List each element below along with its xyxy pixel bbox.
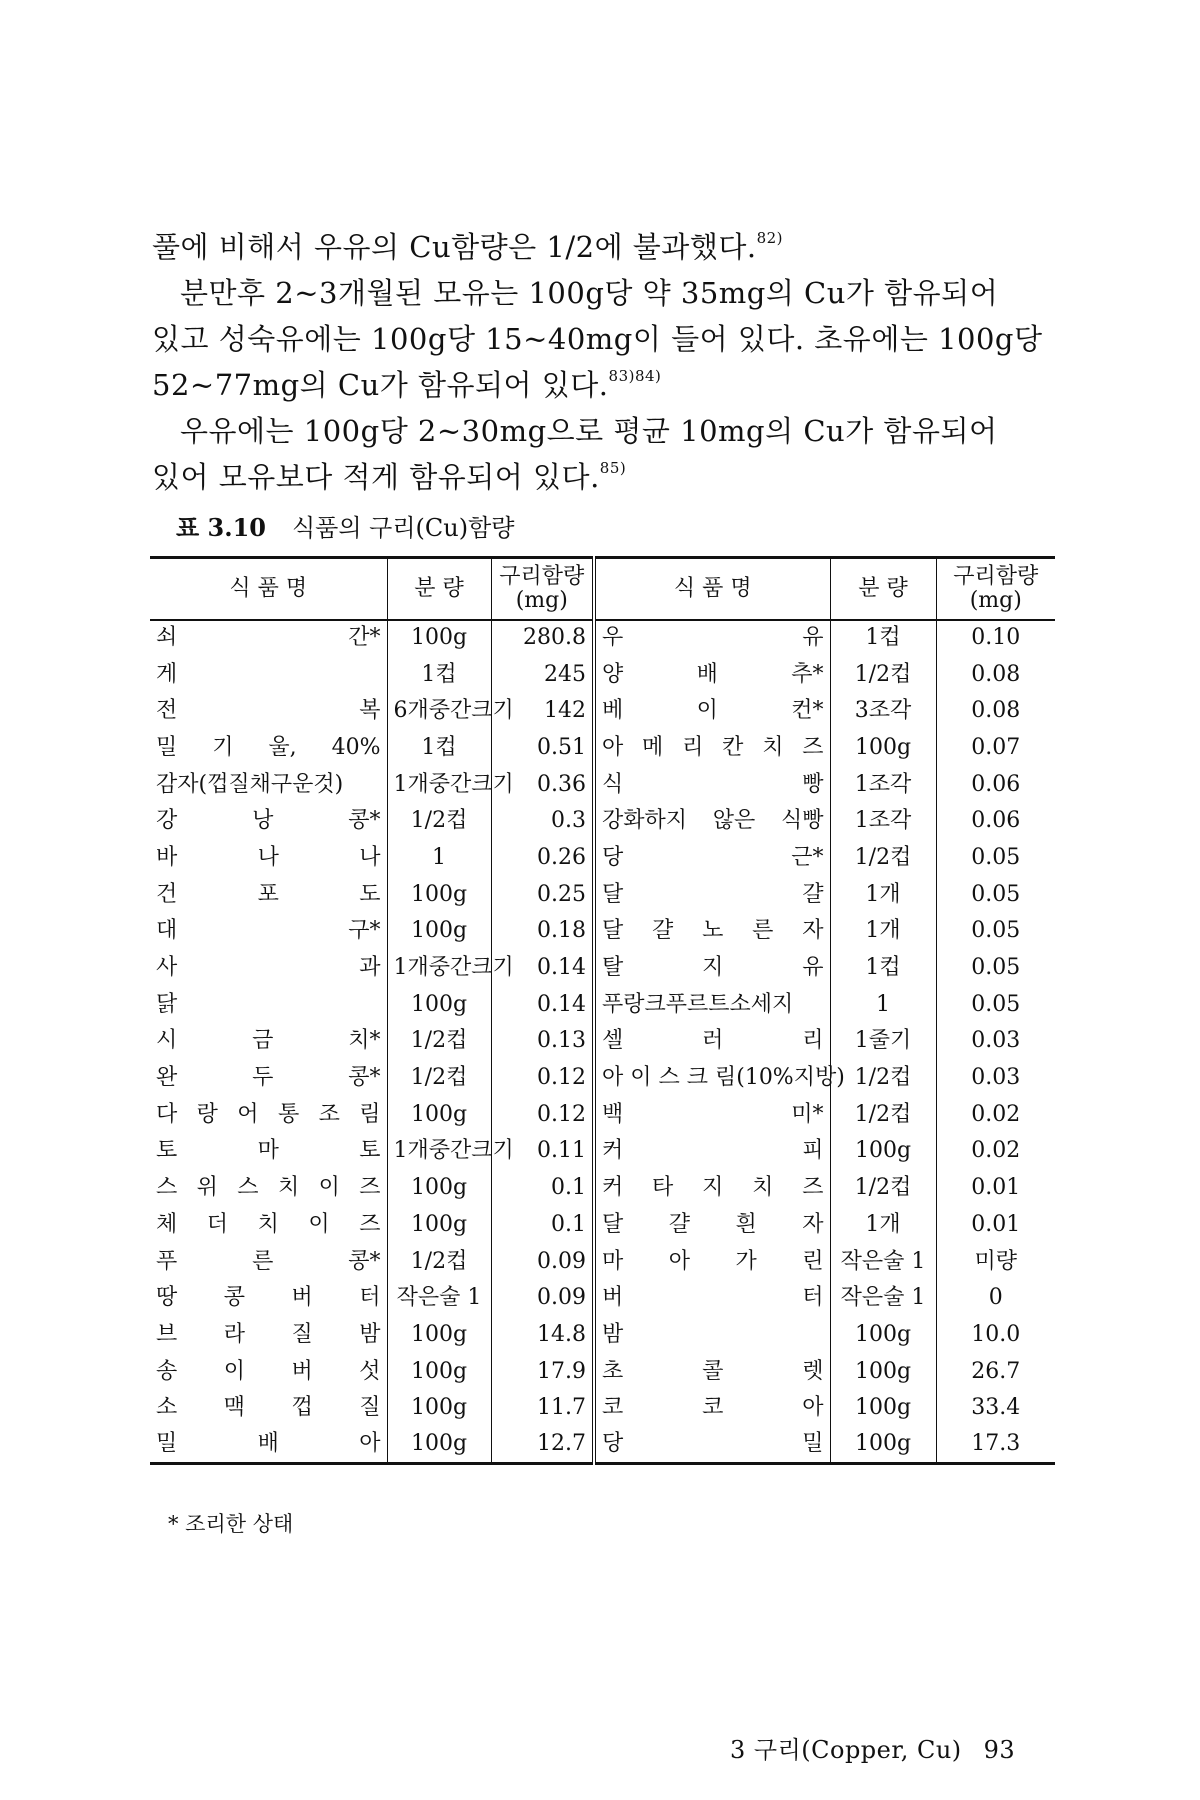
copper-value-cell: 10.0 [971, 1321, 1021, 1347]
table-title: 식품의 구리(Cu)함량 [292, 514, 515, 542]
food-name-cell: 소 맥 껍 질 [150, 1390, 387, 1427]
table-row [150, 876, 1055, 913]
food-name-cell: 탈 지 유 [594, 950, 830, 987]
copper-value-cell: 0.01 [971, 1175, 1021, 1201]
food-name-cell: 완 두 콩* [150, 1060, 387, 1097]
page-footer [730, 1730, 1015, 1765]
amount-cell: 1개 [830, 913, 936, 950]
body-text [152, 224, 1052, 500]
food-name-cell: 푸랑크푸르트소세지 [594, 986, 830, 1023]
table-row [150, 1280, 1055, 1317]
food-name-cell: 푸 른 콩* [150, 1243, 387, 1280]
amount-cell: 100g [387, 986, 491, 1023]
amount-cell: 100g [387, 876, 491, 913]
amount-cell: 작은술 1 [830, 1280, 936, 1317]
food-name-cell: 사 과 [150, 950, 387, 987]
food-name-cell: 토 마 토 [150, 1133, 387, 1170]
amount-cell: 작은술 1 [387, 1280, 491, 1317]
copper-value-cell: 26.7 [971, 1358, 1021, 1384]
amount-cell: 1/2컵 [830, 1170, 936, 1207]
table-row [150, 1060, 1055, 1097]
amount-cell: 100g [830, 1353, 936, 1390]
food-name-cell: 아 이 스 크 림(10%지방) [594, 1060, 830, 1097]
amount-cell: 1/2컵 [387, 1243, 491, 1280]
food-name-cell: 버 터 [594, 1280, 830, 1317]
food-name-cell: 체 더 치 이 즈 [150, 1207, 387, 1244]
amount-cell: 1개 [830, 876, 936, 913]
food-name-cell: 닭 [150, 986, 387, 1023]
header-food-name: 식 품 명 [150, 558, 387, 620]
copper-value-cell: 0.11 [491, 1133, 594, 1170]
table-footnote: * 조리한 상태 [168, 1512, 294, 1536]
copper-value-cell: 0.07 [971, 734, 1021, 760]
food-name-cell: 양 배 추* [594, 656, 830, 693]
copper-value-cell: 0.10 [971, 625, 1021, 651]
food-name-cell: 스 위 스 치 이 즈 [150, 1170, 387, 1207]
food-name-cell: 브 라 질 밤 [150, 1317, 387, 1354]
table-row [150, 1317, 1055, 1354]
food-name-cell: 건 포 도 [150, 876, 387, 913]
food-name-cell: 아 메 리 칸 치 즈 [594, 730, 830, 767]
food-name-cell: 강 낭 콩* [150, 803, 387, 840]
text-line: 분만후 2~3개월된 모유는 100g당 약 35mg의 Cu가 함유되어 [180, 276, 999, 310]
table-row [150, 1207, 1055, 1244]
amount-cell: 100g [830, 730, 936, 767]
amount-cell: 1컵 [387, 730, 491, 767]
amount-cell: 100g [387, 1170, 491, 1207]
food-name-cell: 달 걀 흰 자 [594, 1207, 830, 1244]
copper-value-cell: 0 [988, 1285, 1003, 1311]
copper-value-cell: 0.13 [491, 1023, 594, 1060]
table-caption [176, 508, 514, 543]
copper-value-cell: 0.14 [491, 986, 594, 1023]
amount-cell: 100g [387, 1207, 491, 1244]
copper-value-cell: 245 [491, 656, 594, 693]
food-name-cell: 달 걀 노 른 자 [594, 913, 830, 950]
copper-value-cell: 17.3 [936, 1427, 1055, 1464]
food-name-cell: 감자(껍질채구운것) [150, 766, 387, 803]
copper-value-cell: 0.25 [491, 876, 594, 913]
amount-cell: 100g [830, 1390, 936, 1427]
food-name-cell: 우 유 [594, 620, 830, 657]
amount-cell: 1/2컵 [830, 656, 936, 693]
food-name-cell: 커 피 [594, 1133, 830, 1170]
food-name-cell: 전 복 [150, 693, 387, 730]
table-row [150, 1390, 1055, 1427]
food-name-cell: 밀 배 아 [150, 1427, 387, 1464]
table-row [150, 1133, 1055, 1170]
food-name-cell: 송 이 버 섯 [150, 1353, 387, 1390]
table-number: 표 3.10 [176, 513, 266, 542]
copper-value-cell: 0.36 [491, 766, 594, 803]
header-food-name: 식 품 명 [594, 558, 830, 620]
amount-cell: 1 [830, 986, 936, 1023]
copper-value-cell: 142 [491, 693, 594, 730]
food-name-cell: 밀 기 울, 40% [150, 730, 387, 767]
copper-value-cell: 0.09 [491, 1280, 594, 1317]
amount-cell: 1/2컵 [387, 803, 491, 840]
header-amount: 분 량 [830, 558, 936, 620]
food-name-cell: 바 나 나 [150, 840, 387, 877]
text-line: 풀에 비해서 우유의 Cu함량은 1/2에 불과했다.$^{82)}$ [152, 229, 784, 264]
copper-value-cell: 0.05 [971, 991, 1021, 1017]
table-row [150, 730, 1055, 767]
copper-value-cell: 0.01 [971, 1211, 1021, 1237]
copper-value-cell: 미량 [974, 1248, 1017, 1274]
copper-value-cell: 280.8 [491, 620, 594, 657]
amount-cell: 1컵 [830, 620, 936, 657]
copper-value-cell: 33.4 [971, 1395, 1021, 1421]
amount-cell: 100g [830, 1317, 936, 1354]
copper-value-cell: 11.7 [491, 1390, 594, 1427]
copper-value-cell: 0.02 [971, 1138, 1021, 1164]
amount-cell: 3조각 [830, 693, 936, 730]
food-name-cell: 마 아 가 린 [594, 1243, 830, 1280]
copper-value-cell: 0.08 [971, 661, 1021, 687]
table-row [150, 1427, 1055, 1464]
food-name-cell: 코 코 아 [594, 1390, 830, 1427]
food-name-cell: 쇠 간* [150, 620, 387, 657]
amount-cell: 100g [387, 1427, 491, 1464]
table-row [150, 950, 1055, 987]
food-name-cell: 셀 러 리 [594, 1023, 830, 1060]
table-row [150, 1023, 1055, 1060]
copper-value-cell: 0.1 [491, 1170, 594, 1207]
copper-value-cell: 0.06 [971, 771, 1021, 797]
copper-value-cell: 0.18 [491, 913, 594, 950]
amount-cell: 1조각 [830, 766, 936, 803]
amount-cell: 1/2컵 [387, 1060, 491, 1097]
reference-mark: 83)84) [608, 367, 662, 385]
amount-cell: 100g [387, 1390, 491, 1427]
amount-cell: 1/2컵 [830, 1060, 936, 1097]
table-header-row [150, 558, 1055, 620]
text-line: 우유에는 100g당 2~30mg으로 평균 10mg의 Cu가 함유되어 [180, 414, 998, 448]
copper-value-cell: 0.02 [971, 1101, 1021, 1127]
copper-value-cell: 0.12 [491, 1060, 594, 1097]
table-row [150, 1353, 1055, 1390]
amount-cell: 1줄기 [830, 1023, 936, 1060]
food-name-cell: 게 [150, 656, 387, 693]
food-name-cell: 밤 [594, 1317, 830, 1354]
food-name-cell: 대 구* [150, 913, 387, 950]
copper-value-cell: 0.05 [971, 955, 1021, 981]
copper-value-cell: 0.03 [971, 1028, 1021, 1054]
text-line: 있어 모유보다 적게 함유되어 있다.$^{85)}$ [152, 459, 627, 494]
running-title: 3 구리(Copper, Cu) [730, 1736, 962, 1764]
copper-value-cell: 0.26 [491, 840, 594, 877]
text-line: 있고 성숙유에는 100g당 15~40mg이 들어 있다. 초유에는 100g당 [152, 322, 1043, 356]
copper-value-cell: 0.03 [971, 1065, 1021, 1091]
copper-value-cell: 0.08 [971, 698, 1021, 724]
table-row [150, 913, 1055, 950]
amount-cell: 100g [387, 913, 491, 950]
food-name-cell: 식 빵 [594, 766, 830, 803]
header-copper: 구리함량 (mg) [936, 558, 1055, 620]
copper-value-cell: 0.12 [491, 1096, 594, 1133]
copper-value-cell: 17.9 [491, 1353, 594, 1390]
food-name-cell: 커 타 지 치 즈 [594, 1170, 830, 1207]
amount-cell: 1/2컵 [830, 1096, 936, 1133]
food-name-cell: 당 근* [594, 840, 830, 877]
table-row [150, 1243, 1055, 1280]
table-row [150, 1170, 1055, 1207]
food-name-cell: 강화하지 않은 식빵 [594, 803, 830, 840]
food-name-cell: 백 미* [594, 1096, 830, 1133]
table-row [150, 620, 1055, 657]
food-name-cell: 초 콜 렛 [594, 1353, 830, 1390]
amount-cell: 100g [387, 620, 491, 657]
table-row [150, 986, 1055, 1023]
table-row [150, 803, 1055, 840]
amount-cell: 1 [387, 840, 491, 877]
food-name-cell: 땅 콩 버 터 [150, 1280, 387, 1317]
header-amount: 분 량 [387, 558, 491, 620]
amount-cell: 1개중간크기 [387, 950, 491, 987]
food-name-cell: 시 금 치* [150, 1023, 387, 1060]
table-row [150, 656, 1055, 693]
copper-value-cell: 0.09 [491, 1243, 594, 1280]
amount-cell: 1/2컵 [387, 1023, 491, 1060]
amount-cell: 1/2컵 [830, 840, 936, 877]
table-row [150, 1096, 1055, 1133]
amount-cell: 1개중간크기 [387, 766, 491, 803]
amount-cell: 100g [387, 1096, 491, 1133]
amount-cell: 1컵 [830, 950, 936, 987]
food-name-cell: 베 이 컨* [594, 693, 830, 730]
copper-value-cell: 0.05 [971, 844, 1021, 870]
amount-cell: 100g [830, 1427, 936, 1464]
food-name-cell: 다 랑 어 통 조 림 [150, 1096, 387, 1133]
table-row [150, 693, 1055, 730]
copper-value-cell: 0.14 [491, 950, 594, 987]
copper-value-cell: 0.06 [971, 808, 1021, 834]
amount-cell: 작은술 1 [830, 1243, 936, 1280]
header-copper: 구리함량 (mg) [491, 558, 594, 620]
reference-mark: 85) [599, 459, 627, 477]
copper-value-cell: 0.51 [491, 730, 594, 767]
copper-value-cell: 0.05 [971, 881, 1021, 907]
amount-cell: 1조각 [830, 803, 936, 840]
table-row [150, 766, 1055, 803]
amount-cell: 1개중간크기 [387, 1133, 491, 1170]
table-row [150, 840, 1055, 877]
reference-mark: 82) [756, 229, 784, 247]
amount-cell: 1컵 [387, 656, 491, 693]
copper-value-cell: 0.1 [491, 1207, 594, 1244]
copper-content-table [150, 556, 1055, 1465]
copper-value-cell: 14.8 [491, 1317, 594, 1354]
copper-value-cell: 0.05 [971, 918, 1021, 944]
amount-cell: 6개중간크기 [387, 693, 491, 730]
copper-value-cell: 0.3 [491, 803, 594, 840]
food-name-cell: 당 밀 [594, 1427, 830, 1464]
amount-cell: 1개 [830, 1207, 936, 1244]
amount-cell: 100g [387, 1353, 491, 1390]
page-number: 93 [983, 1736, 1016, 1764]
amount-cell: 100g [387, 1317, 491, 1354]
text-line: 52~77mg의 Cu가 함유되어 있다.$^{83)84)}$ [152, 367, 662, 402]
food-name-cell: 달 걀 [594, 876, 830, 913]
copper-value-cell: 12.7 [491, 1427, 594, 1464]
amount-cell: 100g [830, 1133, 936, 1170]
